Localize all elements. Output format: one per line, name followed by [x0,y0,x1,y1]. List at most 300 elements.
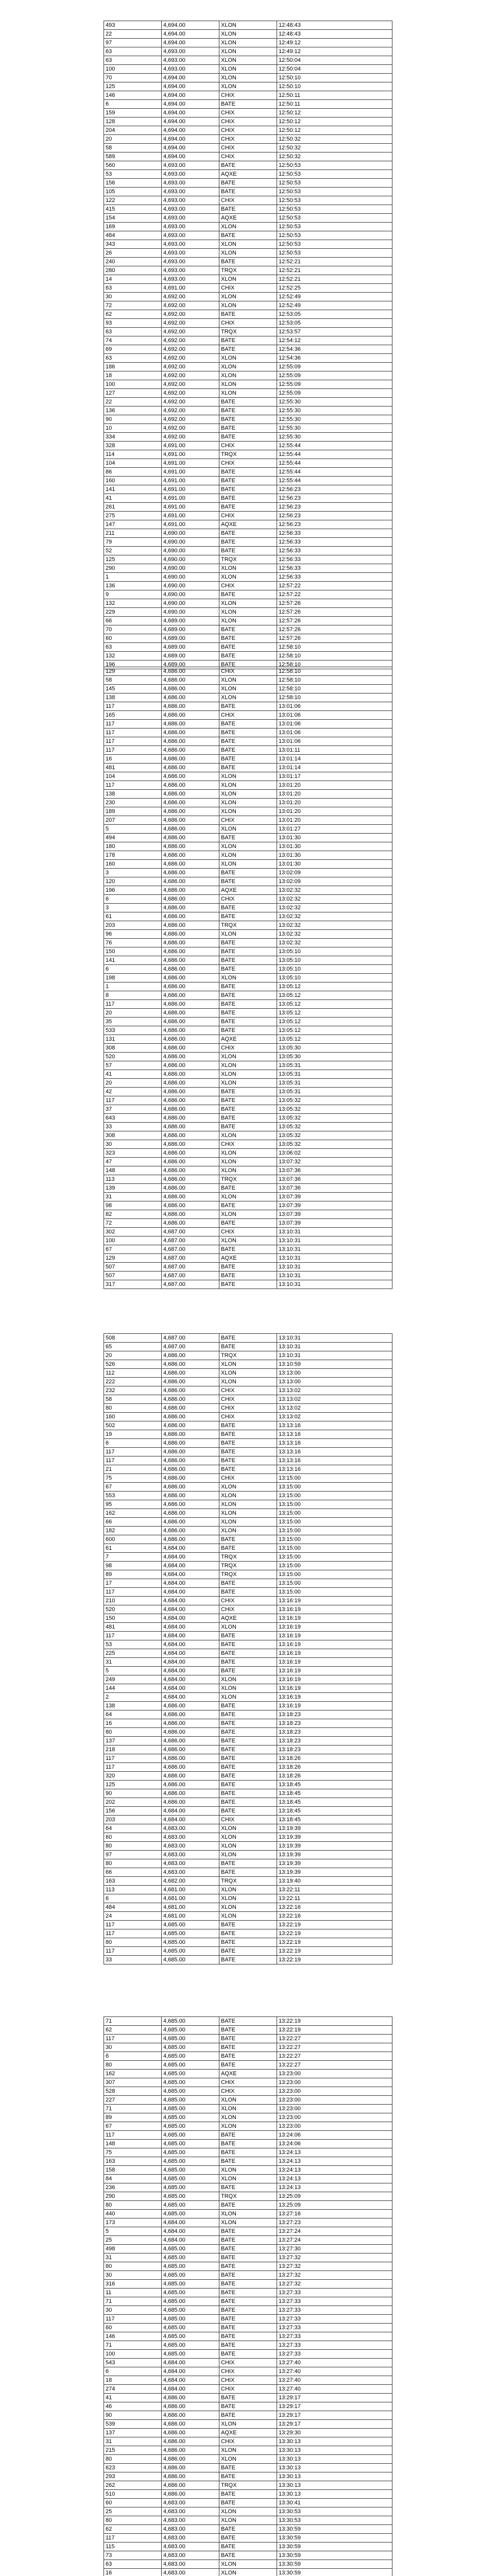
time-cell: 13:30:59 [277,2569,392,2576]
price-cell: 4,686.00 [162,904,219,912]
volume-cell: 117 [104,1000,162,1009]
venue-cell: XLON [219,2446,277,2455]
volume-cell: 61 [104,1544,162,1553]
time-cell: 13:07:36 [277,1166,392,1175]
venue-cell: CHIX [219,126,277,135]
time-cell: 13:18:26 [277,1763,392,1772]
time-cell: 12:57:22 [277,582,392,590]
price-cell: 4,685.00 [162,2183,219,2192]
venue-cell: BATE [219,1798,277,1807]
price-cell: 4,687.00 [162,1236,219,1245]
price-cell: 4,681.00 [162,1886,219,1894]
table-row [104,1632,392,1640]
price-cell: 4,683.00 [162,1859,219,1868]
volume-cell: 90 [104,1789,162,1798]
volume-cell: 120 [104,877,162,886]
venue-cell: BATE [219,2534,277,2543]
time-cell: 13:15:00 [277,1544,392,1553]
venue-cell: XLON [219,781,277,790]
volume-cell: 58 [104,676,162,685]
volume-cell: 22 [104,398,162,406]
table-row [104,1710,392,1719]
price-cell: 4,686.00 [162,1386,219,1395]
venue-cell: BATE [219,912,277,921]
table-row [104,2280,392,2289]
venue-cell: BATE [219,2183,277,2192]
volume-cell: 196 [104,886,162,895]
time-cell: 13:19:40 [277,1877,392,1886]
table-row [104,895,392,904]
venue-cell: BATE [219,2157,277,2166]
volume-cell: 139 [104,1184,162,1193]
time-cell: 13:30:53 [277,2507,392,2516]
table-row [104,555,392,564]
venue-cell: BATE [219,2280,277,2289]
table-row [104,1877,392,1886]
venue-cell: CHIX [219,1474,277,1483]
price-cell: 4,686.00 [162,2455,219,2464]
table-row [104,2175,392,2183]
time-cell: 13:01:06 [277,702,392,711]
volume-cell: 62 [104,2525,162,2534]
table-row [104,328,392,336]
time-cell: 13:27:33 [277,2306,392,2315]
price-cell: 4,692.00 [162,389,219,398]
venue-cell: BATE [219,1009,277,1018]
volume-cell: 63 [104,47,162,56]
price-cell: 4,685.00 [162,2201,219,2210]
time-cell: 12:50:53 [277,231,392,240]
table-row [104,1334,392,1343]
price-cell: 4,686.00 [162,2420,219,2429]
table-row [104,676,392,685]
volume-cell: 47 [104,1158,162,1166]
time-cell: 12:50:53 [277,240,392,249]
volume-cell: 160 [104,1413,162,1421]
venue-cell: BATE [219,764,277,772]
venue-cell: XLON [219,2455,277,2464]
volume-cell: 211 [104,529,162,538]
time-cell: 12:55:30 [277,415,392,424]
time-cell: 13:05:31 [277,1079,392,1088]
table-row [104,2306,392,2315]
time-cell: 13:07:39 [277,1193,392,1201]
price-cell: 4,686.00 [162,1421,219,1430]
time-cell: 13:15:00 [277,1562,392,1570]
time-cell: 13:23:00 [277,2078,392,2087]
volume-cell: 117 [104,746,162,755]
volume-cell: 117 [104,2315,162,2324]
venue-cell: XLON [219,1193,277,1201]
time-cell: 13:27:16 [277,2210,392,2218]
volume-cell: 232 [104,1386,162,1395]
volume-cell: 89 [104,2113,162,2122]
table-row [104,2464,392,2472]
venue-cell: CHIX [219,284,277,293]
price-cell: 4,686.00 [162,825,219,834]
table-row [104,1210,392,1219]
price-cell: 4,685.00 [162,2253,219,2262]
price-cell: 4,686.00 [162,877,219,886]
time-cell: 13:15:00 [277,1483,392,1492]
table-row [104,494,392,503]
price-cell: 4,686.00 [162,947,219,956]
venue-cell: BATE [219,982,277,991]
table-row [104,2376,392,2385]
price-cell: 4,694.00 [162,21,219,30]
table-row [104,1263,392,1272]
table-row [104,728,392,737]
table-row [104,634,392,643]
table-row [104,2192,392,2201]
time-cell: 13:05:32 [277,1105,392,1114]
price-cell: 4,686.00 [162,720,219,728]
time-cell: 12:50:53 [277,170,392,179]
table-row [104,1456,392,1465]
venue-cell: CHIX [219,816,277,825]
venue-cell: BATE [219,179,277,188]
price-cell: 4,691.00 [162,512,219,520]
price-cell: 4,684.00 [162,1588,219,1597]
venue-cell: XLON [219,1894,277,1903]
time-cell: 12:56:33 [277,547,392,555]
venue-cell: XLON [219,1483,277,1492]
volume-cell: 65 [104,1343,162,1351]
time-cell: 13:18:26 [277,1772,392,1781]
price-cell: 4,685.00 [162,2131,219,2140]
volume-cell: 323 [104,1149,162,1158]
venue-cell: XLON [219,842,277,851]
venue-cell: XLON [219,825,277,834]
venue-cell: TRQX [219,328,277,336]
trade-table-block-1 [104,21,392,669]
time-cell: 13:16:19 [277,1605,392,1614]
table-row [104,2534,392,2543]
venue-cell: CHIX [219,512,277,520]
volume-cell: 117 [104,737,162,746]
time-cell: 12:57:22 [277,590,392,599]
price-cell: 4,690.00 [162,599,219,608]
price-cell: 4,686.00 [162,1737,219,1745]
time-cell: 13:07:36 [277,1184,392,1193]
time-cell: 12:50:53 [277,214,392,223]
price-cell: 4,685.00 [162,2297,219,2306]
venue-cell: BATE [219,398,277,406]
volume-cell: 136 [104,406,162,415]
venue-cell: XLON [219,380,277,389]
volume-cell: 215 [104,2446,162,2455]
time-cell: 13:15:00 [277,1579,392,1588]
price-cell: 4,686.00 [162,1018,219,1026]
price-cell: 4,694.00 [162,39,219,47]
time-cell: 13:05:31 [277,1088,392,1096]
table-row [104,1868,392,1877]
time-cell: 13:01:06 [277,720,392,728]
venue-cell: XLON [219,772,277,781]
time-cell: 13:02:32 [277,912,392,921]
table-row [104,170,392,179]
venue-cell: BATE [219,2472,277,2481]
table-row [104,2078,392,2087]
price-cell: 4,692.00 [162,380,219,389]
table-row [104,1833,392,1842]
table-row [104,1492,392,1500]
price-cell: 4,692.00 [162,406,219,415]
venue-cell: XLON [219,1675,277,1684]
table-row [104,363,392,371]
volume-cell: 66 [104,1868,162,1877]
venue-cell: AQXE [219,1035,277,1044]
table-row [104,275,392,284]
venue-cell: BATE [219,2464,277,2472]
time-cell: 12:55:44 [277,450,392,459]
table-row [104,1026,392,1035]
volume-cell: 80 [104,2455,162,2464]
time-cell: 13:05:30 [277,1053,392,1061]
time-cell: 13:10:59 [277,1360,392,1369]
time-cell: 13:13:00 [277,1378,392,1386]
table-row [104,1842,392,1851]
venue-cell: TRQX [219,1570,277,1579]
table-row [104,249,392,258]
table-row [104,1079,392,1088]
table-row [104,74,392,82]
venue-cell: BATE [219,1947,277,1956]
price-cell: 4,686.00 [162,1395,219,1404]
table-row [104,807,392,816]
venue-cell: XLON [219,82,277,91]
time-cell: 13:05:12 [277,982,392,991]
price-cell: 4,684.00 [162,1684,219,1693]
table-row [104,1921,392,1929]
table-row [104,2332,392,2341]
venue-cell: BATE [219,2543,277,2551]
venue-cell: BATE [219,1745,277,1754]
volume-cell: 198 [104,974,162,982]
venue-cell: BATE [219,1280,277,1289]
venue-cell: BATE [219,1658,277,1667]
time-cell: 13:05:12 [277,1000,392,1009]
venue-cell: XLON [219,807,277,816]
venue-cell: XLON [219,1623,277,1632]
price-cell: 4,686.00 [162,1448,219,1456]
venue-cell: BATE [219,485,277,494]
volume-cell: 82 [104,1210,162,1219]
time-cell: 13:29:17 [277,2402,392,2411]
volume-cell: 117 [104,2534,162,2543]
price-cell: 4,686.00 [162,1474,219,1483]
time-cell: 13:05:12 [277,1018,392,1026]
table-row [104,293,392,301]
volume-cell: 275 [104,512,162,520]
price-cell: 4,685.00 [162,2157,219,2166]
table-row [104,547,392,555]
table-row [104,468,392,477]
price-cell: 4,685.00 [162,2271,219,2280]
venue-cell: BATE [219,939,277,947]
venue-cell: BATE [219,1772,277,1781]
time-cell: 12:58:10 [277,685,392,693]
venue-cell: BATE [219,634,277,643]
price-cell: 4,692.00 [162,336,219,345]
venue-cell: CHIX [219,117,277,126]
venue-cell: BATE [219,503,277,512]
volume-cell: 162 [104,2070,162,2078]
volume-cell: 146 [104,2332,162,2341]
time-cell: 13:13:16 [277,1448,392,1456]
venue-cell: CHIX [219,135,277,144]
price-cell: 4,692.00 [162,301,219,310]
volume-cell: 507 [104,1263,162,1272]
volume-cell: 145 [104,685,162,693]
venue-cell: XLON [219,2096,277,2105]
volume-cell: 2 [104,1693,162,1702]
table-row [104,442,392,450]
time-cell: 12:49:12 [277,39,392,47]
volume-cell: 9 [104,590,162,599]
venue-cell: BATE [219,258,277,266]
volume-cell: 137 [104,1737,162,1745]
price-cell: 4,686.00 [162,1439,219,1448]
venue-cell: XLON [219,65,277,74]
table-row [104,947,392,956]
time-cell: 12:50:04 [277,56,392,65]
volume-cell: 63 [104,56,162,65]
venue-cell: BATE [219,1448,277,1456]
volume-cell: 520 [104,1053,162,1061]
volume-cell: 526 [104,1360,162,1369]
volume-cell: 493 [104,21,162,30]
volume-cell: 240 [104,258,162,266]
volume-cell: 481 [104,764,162,772]
time-cell: 13:13:02 [277,1404,392,1413]
table-row [104,1605,392,1614]
time-cell: 13:02:32 [277,921,392,930]
price-cell: 4,694.00 [162,82,219,91]
table-row [104,520,392,529]
venue-cell: CHIX [219,1413,277,1421]
time-cell: 12:50:53 [277,249,392,258]
price-cell: 4,691.00 [162,284,219,293]
table-row [104,921,392,930]
venue-cell: BATE [219,869,277,877]
venue-cell: BATE [219,1868,277,1877]
volume-cell: 75 [104,2148,162,2157]
volume-cell: 117 [104,728,162,737]
volume-cell: 42 [104,1088,162,1096]
table-row [104,406,392,415]
time-cell: 13:30:59 [277,2525,392,2534]
table-row [104,56,392,65]
table-row [104,1702,392,1710]
price-cell: 4,686.00 [162,1193,219,1201]
price-cell: 4,693.00 [162,214,219,223]
venue-cell: AQXE [219,1614,277,1623]
time-cell: 13:27:33 [277,2289,392,2297]
venue-cell: BATE [219,1807,277,1816]
price-cell: 4,685.00 [162,1938,219,1947]
price-cell: 4,686.00 [162,1728,219,1737]
table-row [104,1395,392,1404]
time-cell: 13:15:00 [277,1492,392,1500]
table-row [104,1562,392,1570]
time-cell: 13:18:23 [277,1737,392,1745]
time-cell: 13:05:31 [277,1070,392,1079]
venue-cell: AQXE [219,2070,277,2078]
venue-cell: BATE [219,2499,277,2507]
volume-cell: 539 [104,2420,162,2429]
venue-cell: BATE [219,1719,277,1728]
venue-cell: XLON [219,2516,277,2525]
price-cell: 4,686.00 [162,1430,219,1439]
venue-cell: BATE [219,1859,277,1868]
table-row [104,869,392,877]
volume-cell: 154 [104,214,162,223]
table-row [104,877,392,886]
price-cell: 4,686.00 [162,1105,219,1114]
table-row [104,2525,392,2534]
price-cell: 4,686.00 [162,772,219,781]
venue-cell: BATE [219,100,277,109]
volume-cell: 30 [104,293,162,301]
price-cell: 4,686.00 [162,1114,219,1123]
price-cell: 4,684.00 [162,1605,219,1614]
time-cell: 12:50:12 [277,109,392,117]
price-cell: 4,692.00 [162,354,219,363]
table-row [104,1807,392,1816]
price-cell: 4,693.00 [162,258,219,266]
volume-cell: 31 [104,2437,162,2446]
table-row [104,2061,392,2070]
volume-cell: 182 [104,1527,162,1535]
venue-cell: CHIX [219,1044,277,1053]
price-cell: 4,685.00 [162,2026,219,2035]
venue-cell: BATE [219,424,277,433]
volume-cell: 156 [104,179,162,188]
venue-cell: XLON [219,1369,277,1378]
volume-cell: 5 [104,2227,162,2236]
table-row [104,21,392,30]
volume-cell: 553 [104,1492,162,1500]
volume-cell: 150 [104,1614,162,1623]
volume-cell: 137 [104,2429,162,2437]
time-cell: 12:57:26 [277,625,392,634]
volume-cell: 150 [104,947,162,956]
price-cell: 4,686.00 [162,1351,219,1360]
table-row [104,1816,392,1824]
table-row [104,2035,392,2043]
venue-cell: CHIX [219,667,277,676]
time-cell: 13:30:13 [277,2455,392,2464]
volume-cell: 127 [104,389,162,398]
time-cell: 13:27:33 [277,2297,392,2306]
venue-cell: BATE [219,477,277,485]
table-row [104,573,392,582]
time-cell: 13:30:53 [277,2516,392,2525]
volume-cell: 97 [104,1851,162,1859]
volume-cell: 196 [104,660,162,669]
table-row [104,354,392,363]
time-cell: 13:15:00 [277,1553,392,1562]
volume-cell: 71 [104,2017,162,2026]
price-cell: 4,683.00 [162,1824,219,1833]
time-cell: 13:01:27 [277,825,392,834]
venue-cell: BATE [219,2289,277,2297]
table-row [104,1509,392,1518]
time-cell: 13:19:39 [277,1851,392,1859]
venue-cell: BATE [219,2332,277,2341]
time-cell: 12:52:21 [277,275,392,284]
